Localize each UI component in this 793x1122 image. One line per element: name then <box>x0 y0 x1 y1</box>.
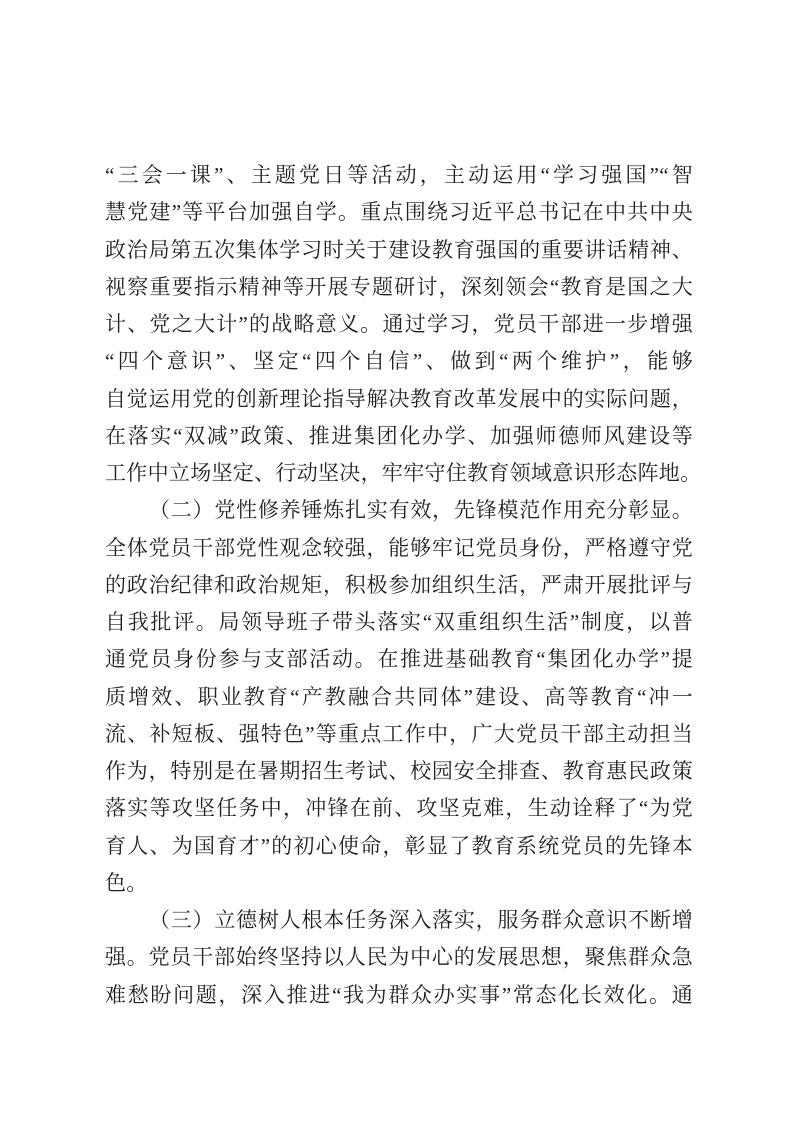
text-line: （三）立德树人根本任务深入落实，服务群众意识不断增 <box>149 908 693 932</box>
text-line: “三会一课”、主题党日等活动，主动运用“学习强国”“智 <box>105 163 693 187</box>
text-line: （二）党性修养锤炼扎实有效，先锋模范作用充分彰显。 <box>149 498 693 523</box>
text-line: 育人、为国育才”的初心使命，彰显了教育系统党员的先锋本 <box>105 833 693 858</box>
text-line: 政治局第五次集体学习时关于建设教育强国的重要讲话精神、 <box>105 237 693 262</box>
text-line: 全体党员干部党性观念较强，能够牢记党员身份，严格遵守党 <box>105 535 693 560</box>
paragraph-3 <box>105 902 693 1014</box>
text-line: 计、党之大计”的战略意义。通过学习，党员干部进一步增强 <box>105 312 693 336</box>
paragraph-1 <box>105 157 702 492</box>
text-line: 流、补短板、强特色”等重点工作中，广大党员干部主动担当 <box>105 721 693 746</box>
text-line: 自我批评。局领导班子带头落实“双重组织生活”制度，以普 <box>105 610 693 634</box>
paragraph-2 <box>105 492 693 902</box>
text-line: 视察重要指示精神等开展专题研讨，深刻领会“教育是国之大 <box>105 274 693 299</box>
text-line: 的政治纪律和政治规矩，积极参加组织生活，严肃开展批评与 <box>105 572 693 597</box>
text-line: 在落实“双减”政策、推进集团化办学、加强师德师风建设等 <box>105 423 693 448</box>
text-line: 质增效、职业教育“产教融合共同体”建设、高等教育“冲一 <box>105 684 693 709</box>
text-line: 色。 <box>105 870 148 895</box>
text-block <box>105 157 702 1014</box>
text-line: 作为，特别是在暑期招生考试、校园安全排查、教育惠民政策 <box>105 759 693 783</box>
text-line: 难愁盼问题，深入推进“我为群众办实事”常态化长效化。通 <box>105 982 693 1007</box>
text-line: 强。党员干部始终坚持以人民为中心的发展思想，聚焦群众急 <box>105 945 693 970</box>
text-line: “四个意识”、坚定“四个自信”、做到“两个维护”，能够 <box>105 349 693 374</box>
text-line: 慧党建”等平台加强自学。重点围绕习近平总书记在中共中央 <box>105 200 693 225</box>
text-line: 工作中立场坚定、行动坚决，牢牢守住教育领域意识形态阵地。 <box>105 461 702 485</box>
text-line: 落实等攻坚任务中，冲锋在前、攻坚克难，生动诠释了“为党 <box>105 796 693 821</box>
text-line: 自觉运用党的创新理论指导解决教育改革发展中的实际问题， <box>105 386 693 411</box>
text-line: 通党员身份参与支部活动。在推进基础教育“集团化办学”提 <box>105 647 693 672</box>
